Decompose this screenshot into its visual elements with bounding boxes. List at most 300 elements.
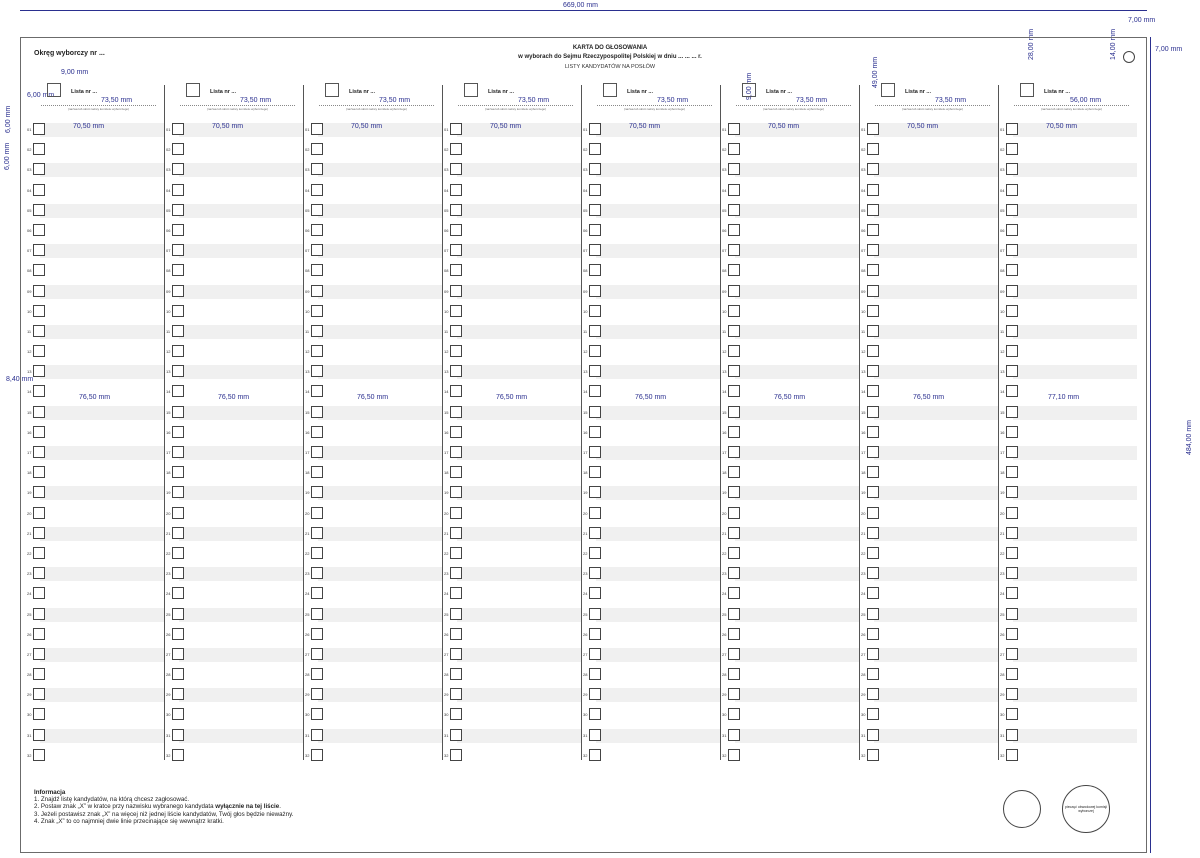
- candidate-row: [583, 382, 722, 402]
- candidate-checkbox[interactable]: [589, 305, 601, 317]
- candidate-checkbox[interactable]: [589, 163, 601, 175]
- candidate-checkbox[interactable]: [589, 143, 601, 155]
- candidate-checkbox[interactable]: [33, 729, 45, 741]
- candidate-row: [861, 382, 1000, 402]
- row-number: 11: [166, 328, 171, 334]
- candidate-checkbox[interactable]: [728, 668, 740, 680]
- candidate-checkbox[interactable]: [1006, 668, 1018, 680]
- candidate-checkbox[interactable]: [172, 305, 184, 317]
- candidate-checkbox[interactable]: [450, 729, 462, 741]
- candidate-checkbox[interactable]: [728, 345, 740, 357]
- candidate-checkbox[interactable]: [33, 264, 45, 276]
- candidate-name-field: [40, 648, 164, 662]
- candidate-checkbox[interactable]: [311, 668, 323, 680]
- candidate-checkbox[interactable]: [311, 486, 323, 498]
- candidate-checkbox[interactable]: [33, 365, 45, 377]
- candidate-row: [444, 645, 583, 665]
- candidate-checkbox[interactable]: [867, 163, 879, 175]
- candidate-checkbox[interactable]: [450, 365, 462, 377]
- candidate-checkbox[interactable]: [1006, 547, 1018, 559]
- candidate-checkbox[interactable]: [1006, 608, 1018, 620]
- candidate-checkbox[interactable]: [589, 385, 601, 397]
- candidate-checkbox[interactable]: [867, 305, 879, 317]
- candidate-checkbox[interactable]: [33, 446, 45, 458]
- candidate-checkbox[interactable]: [1006, 184, 1018, 196]
- candidate-name-field: [179, 305, 303, 319]
- candidate-checkbox[interactable]: [867, 325, 879, 337]
- candidate-checkbox[interactable]: [311, 547, 323, 559]
- candidate-checkbox[interactable]: [728, 486, 740, 498]
- candidate-checkbox[interactable]: [1006, 204, 1018, 216]
- candidate-checkbox[interactable]: [311, 567, 323, 579]
- candidate-row: [27, 221, 166, 241]
- candidate-checkbox[interactable]: [450, 648, 462, 660]
- candidate-checkbox[interactable]: [33, 486, 45, 498]
- candidate-checkbox[interactable]: [172, 123, 184, 135]
- candidate-checkbox[interactable]: [728, 628, 740, 640]
- candidate-name-field: [457, 628, 581, 642]
- candidate-checkbox[interactable]: [867, 729, 879, 741]
- list-width-dimension: 73,50 mm: [518, 97, 550, 104]
- candidate-row: [166, 282, 305, 302]
- candidate-checkbox[interactable]: [450, 264, 462, 276]
- candidate-checkbox[interactable]: [1006, 345, 1018, 357]
- info-line-4: 4. Znak „X” to co najmniej dwie linie przecinające się wewnątrz kratki.: [34, 817, 224, 825]
- candidate-checkbox[interactable]: [450, 466, 462, 478]
- candidate-checkbox[interactable]: [728, 527, 740, 539]
- list-checkbox[interactable]: [1020, 83, 1034, 97]
- candidate-checkbox[interactable]: [311, 163, 323, 175]
- candidate-checkbox[interactable]: [867, 486, 879, 498]
- candidate-checkbox[interactable]: [589, 507, 601, 519]
- candidate-checkbox[interactable]: [1006, 385, 1018, 397]
- candidate-checkbox[interactable]: [450, 567, 462, 579]
- candidate-checkbox[interactable]: [33, 163, 45, 175]
- candidate-checkbox[interactable]: [33, 305, 45, 317]
- candidate-checkbox[interactable]: [311, 406, 323, 418]
- candidate-checkbox[interactable]: [172, 365, 184, 377]
- candidate-checkbox[interactable]: [172, 708, 184, 720]
- candidate-checkbox[interactable]: [728, 244, 740, 256]
- candidate-checkbox[interactable]: [867, 587, 879, 599]
- candidate-checkbox[interactable]: [450, 204, 462, 216]
- candidate-checkbox[interactable]: [33, 507, 45, 519]
- candidate-checkbox[interactable]: [450, 708, 462, 720]
- candidate-checkbox[interactable]: [589, 244, 601, 256]
- candidate-checkbox[interactable]: [450, 305, 462, 317]
- candidate-checkbox[interactable]: [450, 406, 462, 418]
- candidate-checkbox[interactable]: [728, 749, 740, 761]
- candidate-checkbox[interactable]: [728, 587, 740, 599]
- candidate-checkbox[interactable]: [1006, 648, 1018, 660]
- candidate-checkbox[interactable]: [589, 264, 601, 276]
- candidate-checkbox[interactable]: [33, 406, 45, 418]
- candidate-checkbox[interactable]: [450, 184, 462, 196]
- candidate-checkbox[interactable]: [728, 567, 740, 579]
- candidate-checkbox[interactable]: [172, 628, 184, 640]
- candidate-checkbox[interactable]: [450, 163, 462, 175]
- list-checkbox[interactable]: [603, 83, 617, 97]
- candidate-name-field: [40, 446, 164, 460]
- candidate-checkbox[interactable]: [33, 345, 45, 357]
- candidate-checkbox[interactable]: [1006, 224, 1018, 236]
- candidate-checkbox[interactable]: [311, 325, 323, 337]
- candidate-checkbox[interactable]: [1006, 567, 1018, 579]
- candidate-checkbox[interactable]: [728, 708, 740, 720]
- candidate-checkbox[interactable]: [311, 527, 323, 539]
- row-number: 05: [166, 207, 171, 213]
- candidate-checkbox[interactable]: [589, 688, 601, 700]
- candidate-checkbox[interactable]: [450, 628, 462, 640]
- candidate-checkbox[interactable]: [172, 567, 184, 579]
- candidate-checkbox[interactable]: [450, 668, 462, 680]
- candidate-checkbox[interactable]: [1006, 143, 1018, 155]
- candidate-checkbox[interactable]: [33, 244, 45, 256]
- candidate-checkbox[interactable]: [728, 184, 740, 196]
- candidate-checkbox[interactable]: [867, 143, 879, 155]
- candidate-row: [166, 201, 305, 221]
- candidate-checkbox[interactable]: [728, 285, 740, 297]
- candidate-checkbox[interactable]: [728, 143, 740, 155]
- candidate-checkbox[interactable]: [867, 406, 879, 418]
- candidate-checkbox[interactable]: [172, 426, 184, 438]
- candidate-checkbox[interactable]: [728, 204, 740, 216]
- candidate-checkbox[interactable]: [1006, 466, 1018, 478]
- row-number: 14: [444, 389, 449, 395]
- candidate-checkbox[interactable]: [867, 224, 879, 236]
- candidate-checkbox[interactable]: [1006, 507, 1018, 519]
- candidate-checkbox[interactable]: [33, 143, 45, 155]
- candidate-name-field: [874, 244, 998, 258]
- candidate-checkbox[interactable]: [450, 244, 462, 256]
- candidate-checkbox[interactable]: [33, 587, 45, 599]
- candidate-checkbox[interactable]: [867, 749, 879, 761]
- candidate-checkbox[interactable]: [311, 426, 323, 438]
- candidate-checkbox[interactable]: [172, 608, 184, 620]
- candidate-checkbox[interactable]: [1006, 749, 1018, 761]
- candidate-checkbox[interactable]: [33, 285, 45, 297]
- candidate-checkbox[interactable]: [311, 688, 323, 700]
- candidate-checkbox[interactable]: [172, 466, 184, 478]
- candidate-checkbox[interactable]: [589, 285, 601, 297]
- candidate-checkbox[interactable]: [311, 285, 323, 297]
- candidate-checkbox[interactable]: [33, 688, 45, 700]
- candidate-checkbox[interactable]: [450, 123, 462, 135]
- candidate-checkbox[interactable]: [311, 123, 323, 135]
- candidate-checkbox[interactable]: [867, 708, 879, 720]
- candidate-checkbox[interactable]: [589, 406, 601, 418]
- list-checkbox[interactable]: [47, 83, 61, 97]
- candidate-checkbox[interactable]: [33, 628, 45, 640]
- candidate-checkbox[interactable]: [172, 184, 184, 196]
- candidate-checkbox[interactable]: [172, 587, 184, 599]
- candidate-checkbox[interactable]: [867, 446, 879, 458]
- candidate-checkbox[interactable]: [33, 608, 45, 620]
- candidate-checkbox[interactable]: [1006, 325, 1018, 337]
- candidate-checkbox[interactable]: [311, 224, 323, 236]
- candidate-checkbox[interactable]: [450, 446, 462, 458]
- candidate-checkbox[interactable]: [728, 224, 740, 236]
- candidate-checkbox[interactable]: [311, 143, 323, 155]
- candidate-checkbox[interactable]: [172, 729, 184, 741]
- candidate-checkbox[interactable]: [728, 365, 740, 377]
- candidate-checkbox[interactable]: [867, 204, 879, 216]
- candidate-name-field: [1013, 365, 1137, 379]
- candidate-checkbox[interactable]: [311, 608, 323, 620]
- candidate-checkbox[interactable]: [33, 123, 45, 135]
- candidate-checkbox[interactable]: [867, 547, 879, 559]
- candidate-checkbox[interactable]: [1006, 426, 1018, 438]
- candidate-row: [583, 241, 722, 261]
- candidate-name-field: [735, 345, 859, 359]
- candidate-checkbox[interactable]: [311, 749, 323, 761]
- candidate-checkbox[interactable]: [311, 365, 323, 377]
- candidate-checkbox[interactable]: [589, 648, 601, 660]
- row-number: 26: [305, 631, 310, 637]
- candidate-checkbox[interactable]: [172, 224, 184, 236]
- candidate-checkbox[interactable]: [728, 305, 740, 317]
- candidate-row: [166, 342, 305, 362]
- candidate-checkbox[interactable]: [311, 345, 323, 357]
- candidate-checkbox[interactable]: [589, 123, 601, 135]
- candidate-checkbox[interactable]: [1006, 305, 1018, 317]
- candidate-checkbox[interactable]: [450, 325, 462, 337]
- candidate-checkbox[interactable]: [589, 184, 601, 196]
- candidate-checkbox[interactable]: [589, 668, 601, 680]
- candidate-checkbox[interactable]: [589, 608, 601, 620]
- candidate-checkbox[interactable]: [1006, 729, 1018, 741]
- candidate-checkbox[interactable]: [311, 385, 323, 397]
- candidate-row: [444, 302, 583, 322]
- list-checkbox[interactable]: [881, 83, 895, 97]
- candidate-checkbox[interactable]: [1006, 244, 1018, 256]
- candidate-checkbox[interactable]: [728, 426, 740, 438]
- candidate-checkbox[interactable]: [1006, 123, 1018, 135]
- candidate-checkbox[interactable]: [589, 749, 601, 761]
- candidate-checkbox[interactable]: [33, 749, 45, 761]
- candidate-checkbox[interactable]: [172, 527, 184, 539]
- candidate-checkbox[interactable]: [172, 406, 184, 418]
- candidate-checkbox[interactable]: [172, 446, 184, 458]
- candidate-checkbox[interactable]: [867, 285, 879, 297]
- candidate-checkbox[interactable]: [450, 345, 462, 357]
- candidate-checkbox[interactable]: [589, 708, 601, 720]
- candidate-checkbox[interactable]: [172, 486, 184, 498]
- candidate-checkbox[interactable]: [33, 567, 45, 579]
- candidate-checkbox[interactable]: [728, 385, 740, 397]
- candidate-checkbox[interactable]: [172, 285, 184, 297]
- candidate-checkbox[interactable]: [589, 527, 601, 539]
- candidate-checkbox[interactable]: [311, 587, 323, 599]
- list-checkbox[interactable]: [742, 83, 756, 97]
- candidate-checkbox[interactable]: [867, 466, 879, 478]
- candidate-checkbox[interactable]: [450, 385, 462, 397]
- candidate-checkbox[interactable]: [867, 264, 879, 276]
- candidate-checkbox[interactable]: [1006, 446, 1018, 458]
- candidate-checkbox[interactable]: [172, 143, 184, 155]
- candidate-checkbox[interactable]: [311, 648, 323, 660]
- candidate-checkbox[interactable]: [450, 426, 462, 438]
- candidate-checkbox[interactable]: [311, 507, 323, 519]
- candidate-row: [583, 160, 722, 180]
- row-number: 24: [166, 591, 171, 597]
- candidate-checkbox[interactable]: [311, 466, 323, 478]
- row-number: 23: [861, 571, 866, 577]
- candidate-checkbox[interactable]: [728, 507, 740, 519]
- candidate-checkbox[interactable]: [728, 325, 740, 337]
- candidate-checkbox[interactable]: [450, 608, 462, 620]
- candidate-checkbox[interactable]: [450, 749, 462, 761]
- candidate-checkbox[interactable]: [867, 608, 879, 620]
- candidate-checkbox[interactable]: [172, 244, 184, 256]
- candidate-checkbox[interactable]: [867, 385, 879, 397]
- candidate-checkbox[interactable]: [1006, 264, 1018, 276]
- candidate-checkbox[interactable]: [172, 547, 184, 559]
- candidate-checkbox[interactable]: [1006, 285, 1018, 297]
- candidate-checkbox[interactable]: [450, 224, 462, 236]
- candidate-checkbox[interactable]: [33, 184, 45, 196]
- candidate-checkbox[interactable]: [1006, 527, 1018, 539]
- candidate-row: [722, 483, 861, 503]
- candidate-checkbox[interactable]: [450, 688, 462, 700]
- candidate-checkbox[interactable]: [867, 507, 879, 519]
- list-checkbox[interactable]: [186, 83, 200, 97]
- list-checkbox[interactable]: [325, 83, 339, 97]
- candidate-checkbox[interactable]: [867, 123, 879, 135]
- candidate-name-field: [457, 688, 581, 702]
- candidate-checkbox[interactable]: [33, 547, 45, 559]
- candidate-checkbox[interactable]: [311, 264, 323, 276]
- candidate-checkbox[interactable]: [589, 729, 601, 741]
- candidate-checkbox[interactable]: [311, 628, 323, 640]
- candidate-checkbox[interactable]: [1006, 365, 1018, 377]
- candidate-checkbox[interactable]: [311, 446, 323, 458]
- candidate-checkbox[interactable]: [1006, 163, 1018, 175]
- candidate-checkbox[interactable]: [867, 527, 879, 539]
- candidate-checkbox[interactable]: [589, 426, 601, 438]
- candidate-checkbox[interactable]: [867, 567, 879, 579]
- candidate-checkbox[interactable]: [172, 507, 184, 519]
- candidate-checkbox[interactable]: [867, 648, 879, 660]
- candidate-checkbox[interactable]: [867, 244, 879, 256]
- candidate-checkbox[interactable]: [589, 325, 601, 337]
- list-checkbox[interactable]: [464, 83, 478, 97]
- candidate-checkbox[interactable]: [589, 567, 601, 579]
- candidate-checkbox[interactable]: [450, 285, 462, 297]
- candidate-checkbox[interactable]: [450, 587, 462, 599]
- candidate-checkbox[interactable]: [33, 224, 45, 236]
- candidate-checkbox[interactable]: [450, 507, 462, 519]
- candidate-checkbox[interactable]: [311, 184, 323, 196]
- candidate-checkbox[interactable]: [172, 668, 184, 680]
- candidate-checkbox[interactable]: [728, 648, 740, 660]
- candidate-checkbox[interactable]: [589, 345, 601, 357]
- candidate-checkbox[interactable]: [1006, 406, 1018, 418]
- candidate-checkbox[interactable]: [589, 547, 601, 559]
- candidate-checkbox[interactable]: [728, 264, 740, 276]
- candidate-checkbox[interactable]: [728, 123, 740, 135]
- candidate-checkbox[interactable]: [172, 345, 184, 357]
- candidate-checkbox[interactable]: [172, 648, 184, 660]
- candidate-checkbox[interactable]: [172, 325, 184, 337]
- candidate-checkbox[interactable]: [1006, 486, 1018, 498]
- candidate-checkbox[interactable]: [172, 204, 184, 216]
- candidate-checkbox[interactable]: [311, 708, 323, 720]
- candidate-checkbox[interactable]: [728, 608, 740, 620]
- candidate-checkbox[interactable]: [728, 446, 740, 458]
- candidate-checkbox[interactable]: [867, 688, 879, 700]
- candidate-checkbox[interactable]: [311, 305, 323, 317]
- candidate-checkbox[interactable]: [172, 163, 184, 175]
- candidate-checkbox[interactable]: [33, 325, 45, 337]
- candidate-checkbox[interactable]: [33, 204, 45, 216]
- candidate-checkbox[interactable]: [589, 446, 601, 458]
- candidate-checkbox[interactable]: [172, 688, 184, 700]
- candidate-checkbox[interactable]: [1006, 587, 1018, 599]
- candidate-checkbox[interactable]: [172, 264, 184, 276]
- candidate-name-field: [874, 406, 998, 420]
- candidate-checkbox[interactable]: [728, 406, 740, 418]
- candidate-checkbox[interactable]: [867, 365, 879, 377]
- candidate-checkbox[interactable]: [450, 547, 462, 559]
- candidate-checkbox[interactable]: [728, 163, 740, 175]
- row-number: 07: [1000, 248, 1005, 254]
- candidate-checkbox[interactable]: [867, 426, 879, 438]
- candidate-checkbox[interactable]: [589, 587, 601, 599]
- candidate-checkbox[interactable]: [589, 466, 601, 478]
- candidate-checkbox[interactable]: [728, 547, 740, 559]
- candidate-checkbox[interactable]: [589, 224, 601, 236]
- candidate-checkbox[interactable]: [33, 385, 45, 397]
- candidate-checkbox[interactable]: [589, 486, 601, 498]
- candidate-checkbox[interactable]: [728, 729, 740, 741]
- candidate-checkbox[interactable]: [172, 385, 184, 397]
- candidate-checkbox[interactable]: [589, 628, 601, 640]
- candidate-checkbox[interactable]: [867, 668, 879, 680]
- candidate-checkbox[interactable]: [33, 426, 45, 438]
- candidate-row: [583, 605, 722, 625]
- candidate-checkbox[interactable]: [867, 628, 879, 640]
- candidate-checkbox[interactable]: [311, 204, 323, 216]
- candidate-checkbox[interactable]: [450, 143, 462, 155]
- candidate-checkbox[interactable]: [450, 527, 462, 539]
- row-number: 11: [305, 328, 310, 334]
- candidate-checkbox[interactable]: [589, 204, 601, 216]
- candidate-checkbox[interactable]: [1006, 628, 1018, 640]
- candidate-checkbox[interactable]: [172, 749, 184, 761]
- candidate-checkbox[interactable]: [728, 688, 740, 700]
- candidate-checkbox[interactable]: [311, 729, 323, 741]
- candidate-checkbox[interactable]: [311, 244, 323, 256]
- candidate-checkbox[interactable]: [1006, 688, 1018, 700]
- row-number: 19: [166, 490, 171, 496]
- candidate-checkbox[interactable]: [33, 648, 45, 660]
- candidate-checkbox[interactable]: [450, 486, 462, 498]
- candidate-checkbox[interactable]: [33, 466, 45, 478]
- candidate-row: [583, 120, 722, 140]
- candidate-checkbox[interactable]: [33, 708, 45, 720]
- candidate-checkbox[interactable]: [728, 466, 740, 478]
- candidate-row: [583, 564, 722, 584]
- candidate-checkbox[interactable]: [1006, 708, 1018, 720]
- candidate-checkbox[interactable]: [589, 365, 601, 377]
- candidate-checkbox[interactable]: [867, 345, 879, 357]
- candidate-name-field: [179, 204, 303, 218]
- candidate-checkbox[interactable]: [33, 527, 45, 539]
- candidate-row: [722, 261, 861, 281]
- candidate-checkbox[interactable]: [867, 184, 879, 196]
- candidate-checkbox[interactable]: [33, 668, 45, 680]
